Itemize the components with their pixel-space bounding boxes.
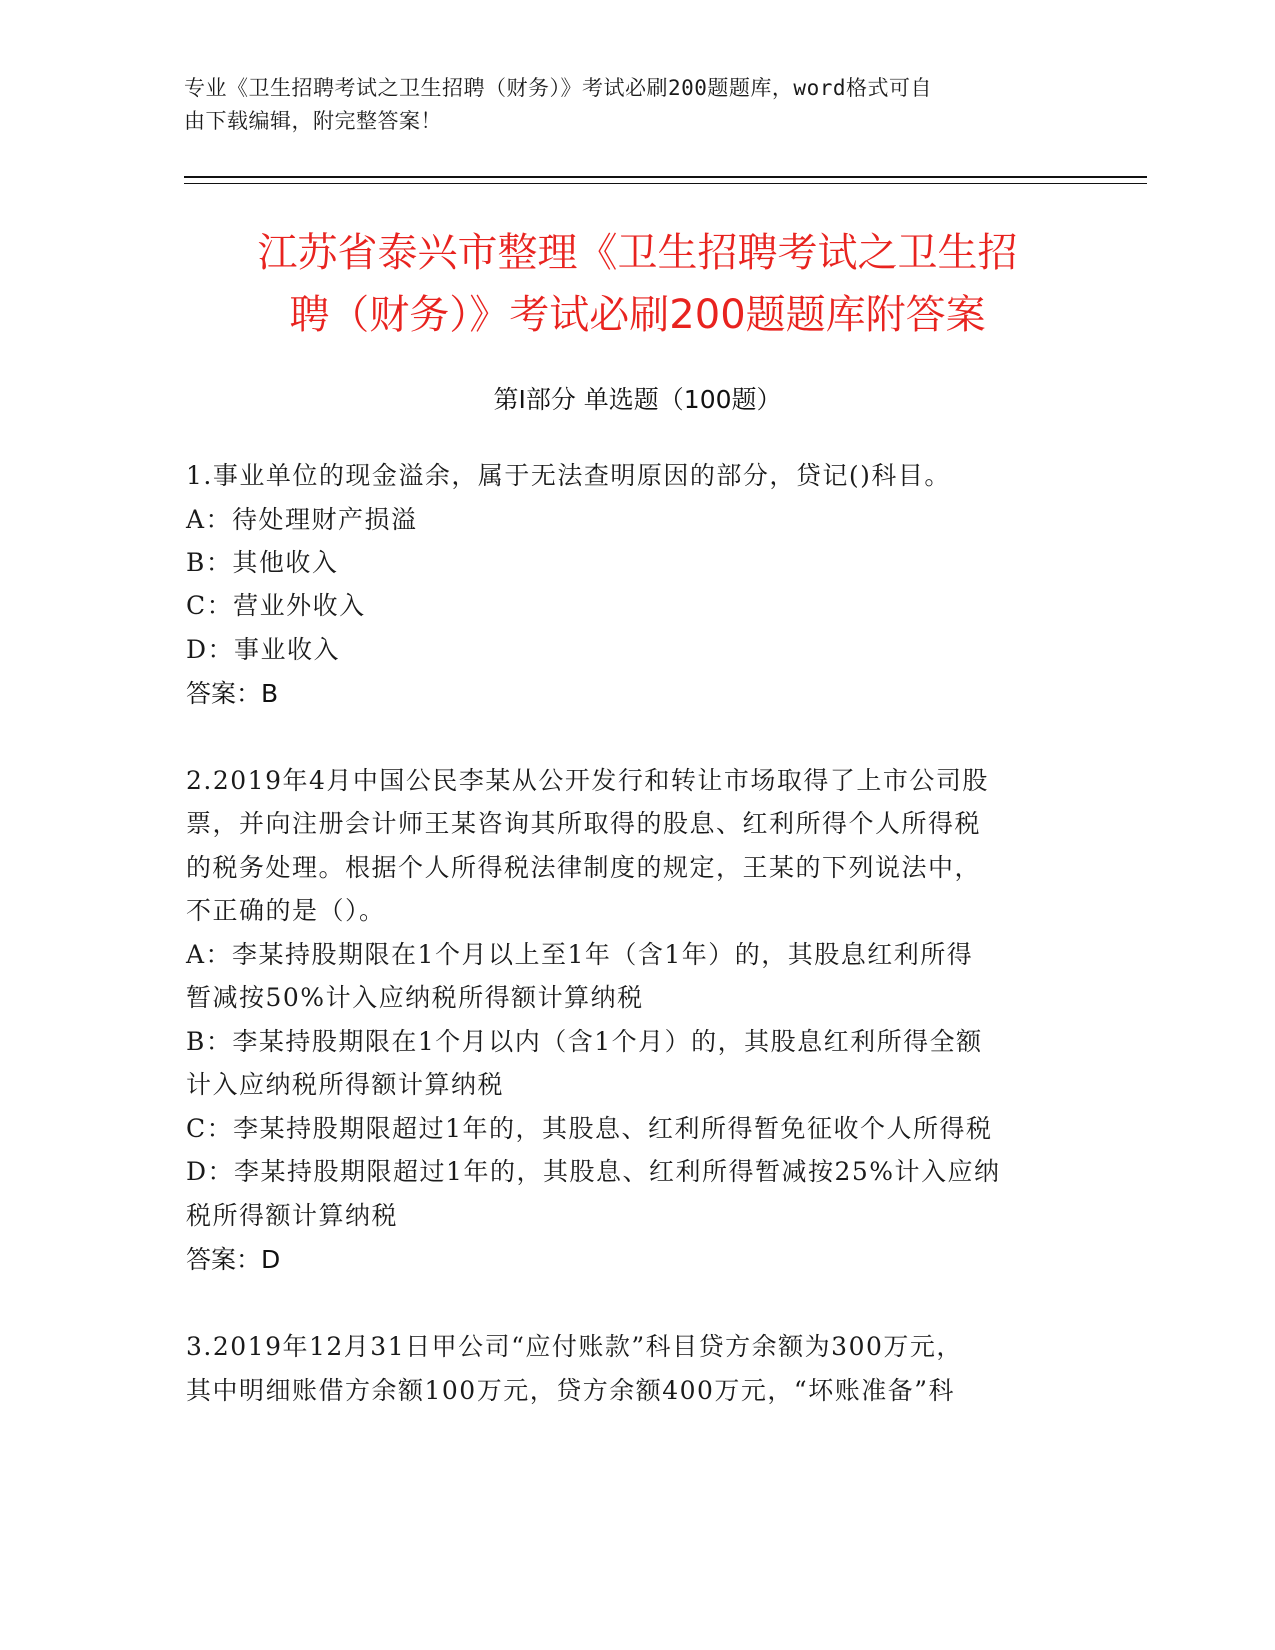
question-1-option-d: D：事业收入 [186, 635, 341, 664]
question-3-stem: 3.2019年12月31日甲公司“应付账款”科目贷方余额为300万元， [186, 1332, 963, 1361]
question-2-option-a: 暂减按50%计入应纳税所得额计算纳税 [186, 983, 644, 1012]
question-2-answer: 答案：D [186, 1245, 281, 1274]
question-1-answer: 答案：B [186, 679, 279, 708]
question-2-option-b: B：李某持股期限在1个月以内（含1个月）的，其股息红利所得全额 [186, 1027, 983, 1056]
question-2-stem: 的税务处理。根据个人所得税法律制度的规定，王某的下列说法中， [186, 853, 982, 882]
question-1-option-c: C：营业外收入 [186, 591, 366, 620]
section-heading: 第I部分 单选题（100题） [493, 385, 782, 414]
header-divider-thin [184, 183, 1147, 184]
question-2-option-d: 税所得额计算纳税 [186, 1201, 399, 1230]
question-2-stem: 不正确的是（）。 [186, 896, 386, 925]
question-2-stem: 2.2019年4月中国公民李某从公开发行和转让市场取得了上市公司股 [186, 766, 989, 795]
header-note-line: 专业《卫生招聘考试之卫生招聘（财务）》考试必刷200题题库，word格式可自 [184, 76, 932, 100]
question-1-option-a: A：待处理财产损溢 [186, 505, 418, 534]
document-title [150, 222, 1125, 346]
question-2-stem: 票，并向注册会计师王某咨询其所取得的股息、红利所得个人所得税 [186, 809, 982, 838]
question-2-option-a: A：李某持股期限在1个月以上至1年（含1年）的，其股息红利所得 [186, 940, 974, 969]
header-note [184, 72, 1054, 138]
question-2-option-b: 计入应纳税所得额计算纳税 [186, 1070, 505, 1099]
document-title-line: 江苏省泰兴市整理《卫生招聘考试之卫生招 [257, 230, 1018, 276]
question-1-option-b: B：其他收入 [186, 548, 339, 577]
header-note-line: 由下载编辑，附完整答案！ [184, 109, 442, 133]
document-title-line: 聘（财务）》考试必刷200题题库附答案 [289, 292, 986, 338]
question-2-option-c: C：李某持股期限超过1年的，其股息、红利所得暂免征收个人所得税 [186, 1114, 993, 1143]
header-divider-thick [184, 176, 1147, 178]
question-3-stem: 其中明细账借方余额100万元，贷方余额400万元，“坏账准备”科 [186, 1376, 955, 1405]
question-2-option-d: D：李某持股期限超过1年的，其股息、红利所得暂减按25%计入应纳 [186, 1157, 1001, 1186]
question-1-stem: 1.事业单位的现金溢余，属于无法查明原因的部分，贷记()科目。 [186, 461, 951, 490]
